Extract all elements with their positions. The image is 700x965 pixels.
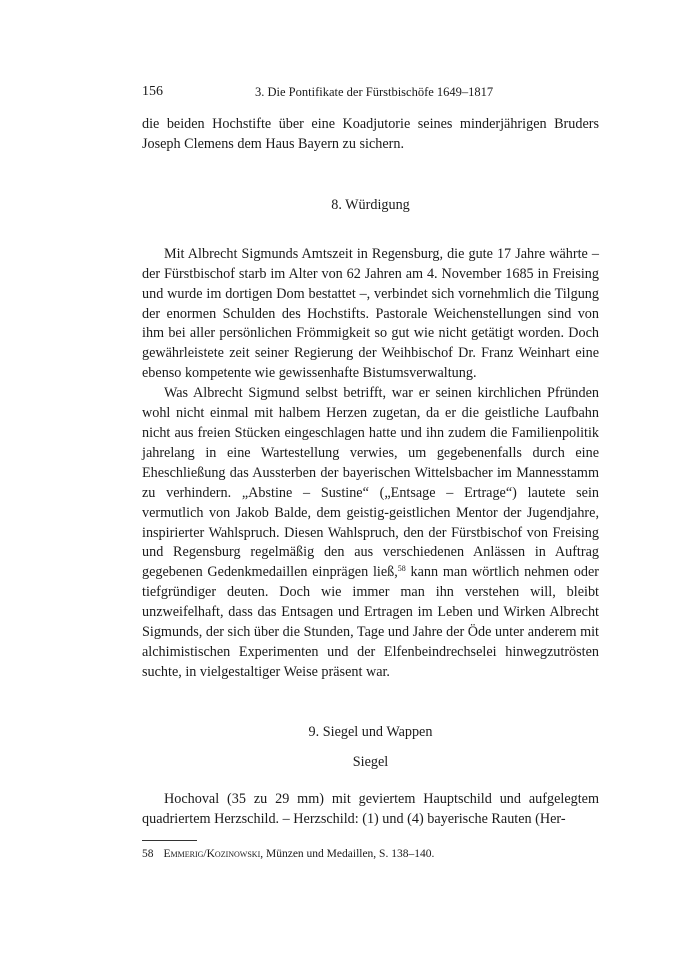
footnote-authors: Emmerig/Kozinowski xyxy=(163,847,261,860)
paragraph-text-part-1: Was Albrecht Sigmund selbst betrifft, war er seinen kirchlichen Pfründen wohl nicht einmal mit halbem Herzen zugetan, da er die geistliche Laufbahn nicht aus freien Stücken eingeschlagen hatte und ihn zudem die Familienpolitik jahrelang in eine Wartestellung verwies, um gegebenenfalls durch eine Eheschließung das Aussterben der bayerischen Wittelsbacher im Mannesstamm zu verhindern. „Abstine – Sustine“ („Entsage – Ertrage“) lautete sein vermutlich von Jakob Balde, dem geistig-geistlichen Mentor der Jugendjahre, inspirierter Wahlspruch. Diesen Wahlspruch, den der Fürstbischof von Freising und Regensburg regelmäßig den aus verschiedenen Anlässen in Auftrag gegebenen Gedenkmedaillen einprägen ließ, xyxy=(142,385,599,581)
footnote-number: 58 xyxy=(142,847,154,860)
footnote-reference[interactable]: 58 xyxy=(397,564,406,574)
footnote xyxy=(142,847,599,862)
footnote-divider xyxy=(142,840,197,841)
paragraph-siegel: Hochoval (35 zu 29 mm) mit geviertem Hauptschild und aufgelegtem quadriertem Herzschild. – Herzschild: (1) und (4) bayerische Rauten (Her- xyxy=(142,790,599,827)
footnote-text: , Münzen und Medaillen, S. 138–140. xyxy=(260,847,435,860)
paragraph-wuerdigung-1: Mit Albrecht Sigmunds Amtszeit in Regensburg, die gute 17 Jahre währte – der Fürstbischof starb im Alter von 62 Jahren am 4. November 1685 in Freising und wurde im dortigen Dom bestattet –, verbindet sich vornehmlich die Tilgung der enormen Schulden des Hochstifts. Pastorale Weichenstellungen sind von ihm bei aller persönlichen Frömmigkeit so gut wie nicht getätigt worden. Doch gewährleistete zeit seiner Regierung der Weihbischof Dr. Franz Weinhart eine ebenso kompetente wie gewissenhafte Bistumsverwaltung. xyxy=(142,245,599,382)
paragraph-wuerdigung-2 xyxy=(142,384,599,683)
book-page xyxy=(142,84,599,862)
running-header xyxy=(142,84,599,104)
subheading-siegel: Siegel xyxy=(352,753,389,770)
paragraph-text-part-2: kann man wörtlich nehmen oder tiefgründiger deuten. Doch wie immer man ihn verstehen will, bleibt unzweifelhaft, dass das Entsagen und Ertragen im Leben und Wirken Albrecht Sigmunds, der sich über die Stunden, Tage und Jahre der Öde unter anderem mit alchimistischen Experimenten und der Elfenbeindrechselei hinwegzutrösten suchte, in vielgestaltiger Weise präsent war. xyxy=(142,564,599,680)
running-title: 3. Die Pontifikate der Fürstbischöfe 1649–1817 xyxy=(255,85,494,99)
section-heading-siegel-und-wappen: 9. Siegel und Wappen xyxy=(308,723,433,740)
page-number: 156 xyxy=(142,84,163,99)
section-heading-wuerdigung: 8. Würdigung xyxy=(331,196,410,213)
paragraph-continuation: die beiden Hochstifte über eine Koadjutorie seines minderjährigen Bruders Joseph Clemens dem Haus Bayern zu sichern. xyxy=(142,116,599,152)
